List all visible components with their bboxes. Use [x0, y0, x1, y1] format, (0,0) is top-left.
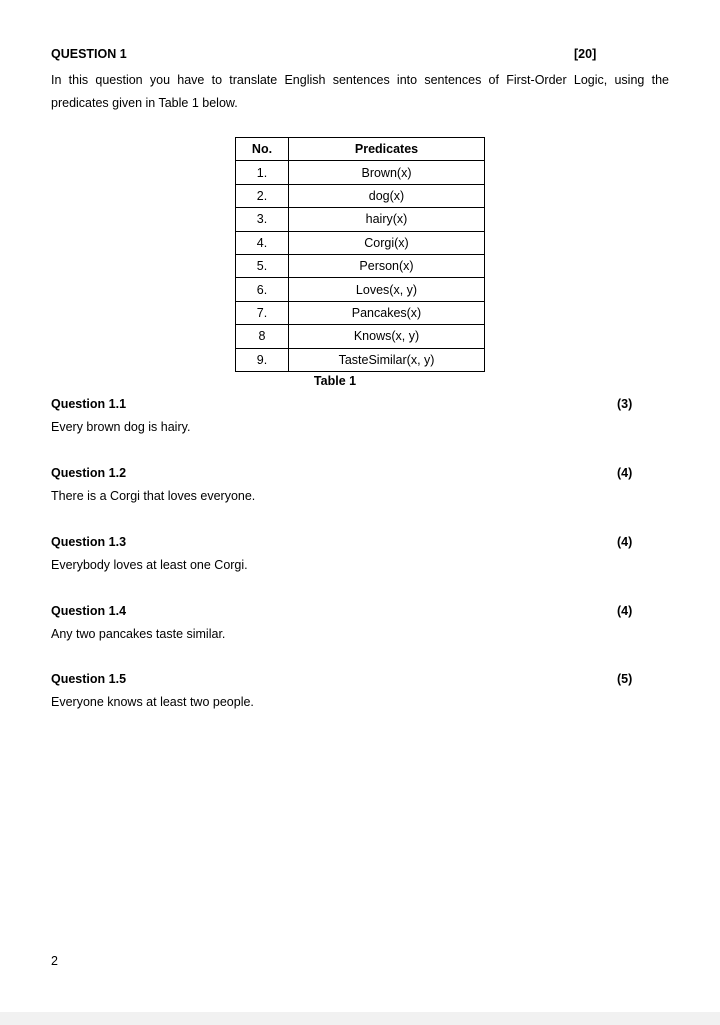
question-total-marks: [20] — [574, 47, 597, 61]
subquestion-marks: (4) — [617, 535, 633, 549]
row-predicate: Knows(x, y) — [289, 325, 485, 348]
subquestion-marks: (3) — [617, 397, 633, 411]
subquestion-text: Any two pancakes taste similar. — [51, 627, 226, 641]
table-row — [236, 325, 485, 348]
question-intro: In this question you have to translate English sentences into sentences of First-Order Logic, using the predicates given in Table 1 below. — [51, 73, 669, 110]
column-header-no: No. — [236, 138, 289, 161]
subquestion-title: Question 1.1 — [51, 397, 127, 411]
subquestion-title: Question 1.4 — [51, 604, 127, 618]
row-predicate: Person(x) — [289, 254, 485, 277]
subquestion-title: Question 1.5 — [51, 672, 127, 686]
table-row — [236, 208, 485, 231]
subquestion-marks: (4) — [617, 466, 633, 480]
row-predicate: TasteSimilar(x, y) — [289, 348, 485, 371]
row-number: 7. — [236, 301, 289, 324]
table-caption: Table 1 — [313, 374, 357, 388]
page-number: 2 — [51, 954, 58, 968]
row-number: 2. — [236, 184, 289, 207]
subquestion-title: Question 1.2 — [51, 466, 127, 480]
table-header-row — [236, 138, 485, 161]
column-header-predicates: Predicates — [289, 138, 485, 161]
row-number: 3. — [236, 208, 289, 231]
row-number: 1. — [236, 161, 289, 184]
row-predicate: Pancakes(x) — [289, 301, 485, 324]
subquestion-title: Question 1.3 — [51, 535, 127, 549]
predicates-table — [235, 137, 485, 372]
subquestion-text: Everyone knows at least two people. — [51, 695, 254, 709]
row-number: 6. — [236, 278, 289, 301]
row-predicate: Brown(x) — [289, 161, 485, 184]
table-row — [236, 184, 485, 207]
row-number: 5. — [236, 254, 289, 277]
row-number: 4. — [236, 231, 289, 254]
table-row — [236, 254, 485, 277]
table-row — [236, 231, 485, 254]
row-predicate: hairy(x) — [289, 208, 485, 231]
subquestion-marks: (5) — [617, 672, 633, 686]
table-row — [236, 301, 485, 324]
row-predicate: dog(x) — [289, 184, 485, 207]
subquestion-text: Every brown dog is hairy. — [51, 420, 191, 434]
table-row — [236, 161, 485, 184]
subquestion-text: There is a Corgi that loves everyone. — [51, 489, 256, 503]
row-predicate: Corgi(x) — [289, 231, 485, 254]
table-row — [236, 348, 485, 371]
row-predicate: Loves(x, y) — [289, 278, 485, 301]
table-row — [236, 278, 485, 301]
subquestion-marks: (4) — [617, 604, 633, 618]
subquestion-text: Everybody loves at least one Corgi. — [51, 558, 248, 572]
row-number: 9. — [236, 348, 289, 371]
question-title: QUESTION 1 — [51, 47, 127, 61]
row-number: 8 — [236, 325, 289, 348]
